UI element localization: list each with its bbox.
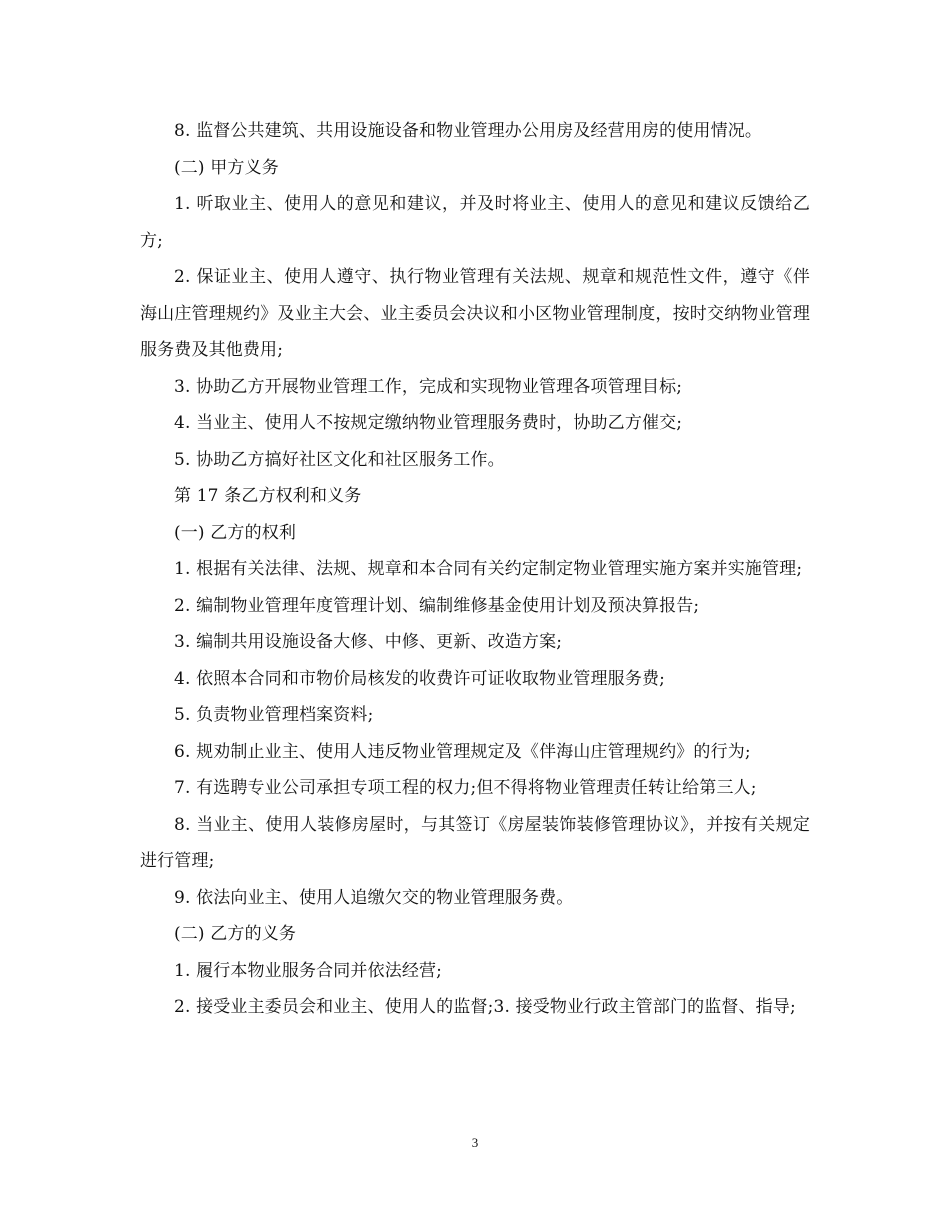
paragraph: 5. 协助乙方搞好社区文化和社区服务工作。 [174,449,505,470]
paragraph: 3. 编制共用设施设备大修、中修、更新、改造方案; [174,632,563,652]
paragraph: 2. 保证业主、使用人遵守、执行物业管理有关法规、规章和规范性文件，遵守《伴海山庄管理规约》及业主大会、业主委员会决议和小区物业管理制度，按时交纳物业管理服务费及其他费用; [140,267,810,360]
paragraph: 9. 依法向业主、使用人追缴欠交的物业管理服务费。 [174,887,574,908]
page-number: 3 [471,1135,479,1150]
paragraph: 2. 编制物业管理年度管理计划、编制维修基金使用计划及预决算报告; [174,595,700,616]
paragraph: 1. 履行本物业服务合同并依法经营; [174,960,443,981]
paragraph: 4. 依照本合同和市物价局核发的收费许可证收取物业管理服务费; [174,668,665,689]
paragraph: 7. 有选聘专业公司承担专项工程的权力;但不得将物业管理责任转让给第三人; [174,778,757,798]
section-heading: (二) 乙方的义务 [174,924,297,944]
section-heading: (二) 甲方义务 [174,157,279,178]
paragraph: 4. 当业主、使用人不按规定缴纳物业管理服务费时，协助乙方催交; [174,413,683,433]
article-heading: 第 17 条乙方权利和义务 [174,486,362,506]
paragraph: 3. 协助乙方开展物业管理工作，完成和实现物业管理各项管理目标; [174,376,683,397]
paragraph: 6. 规劝制止业主、使用人违反物业管理规定及《伴海山庄管理规约》的行为; [174,741,751,762]
paragraph: 1. 根据有关法律、法规、规章和本合同有关约定制定物业管理实施方案并实施管理; [174,559,803,579]
paragraph: 8. 监督公共建筑、共用设施设备和物业管理办公用房及经营用房的使用情况。 [174,121,763,141]
section-heading: (一) 乙方的权利 [174,522,297,543]
document-body [140,113,810,1026]
paragraph: 8. 当业主、使用人装修房屋时，与其签订《房屋装饰装修管理协议》，并按有关规定进行管理; [140,814,810,871]
paragraph: 5. 负责物业管理档案资料; [174,705,374,725]
paragraph: 1. 听取业主、使用人的意见和建议，并及时将业主、使用人的意见和建议反馈给乙方; [140,194,810,251]
paragraph: 2. 接受业主委员会和业主、使用人的监督;3. 接受物业行政主管部门的监督、指导; [174,997,796,1017]
